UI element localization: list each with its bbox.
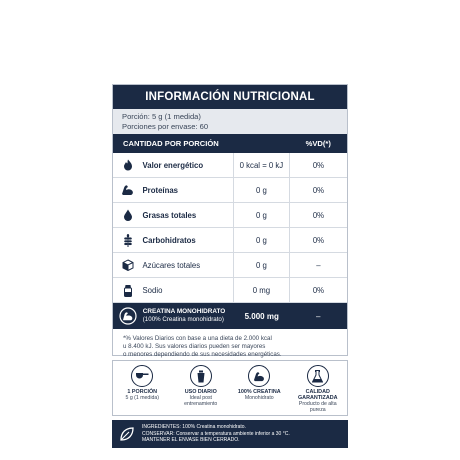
creatine-name: CREATINA MONOHIDRATO [142, 308, 226, 316]
row-vd: 0% [312, 160, 325, 170]
row-label: Grasas totales [142, 210, 197, 220]
salt-shaker-icon [113, 284, 142, 297]
badge-portion [116, 365, 168, 401]
ingredients-line: INGREDIENTES: 100% Creatina monohidrato. [142, 424, 246, 431]
badge-sub: Ideal post entrenamiento [184, 395, 218, 407]
row-sugars [113, 253, 347, 278]
flexed-arm-icon [113, 184, 142, 196]
row-label: Carbohidratos [142, 235, 196, 245]
row-value: 0 g [233, 228, 290, 252]
row-creatine [113, 303, 347, 329]
flask-icon [307, 365, 329, 387]
row-carbs [113, 228, 347, 253]
vd-header: %VD(*) [305, 139, 331, 149]
creatine-desc: (100% Creatina monohidrato) [142, 316, 224, 324]
arm-circle-icon [113, 307, 143, 325]
portion-size: Porción: 5 g (1 medida) [122, 112, 201, 121]
shaker-cup-icon [190, 365, 212, 387]
row-vd: 0% [312, 185, 325, 195]
wheat-icon [113, 234, 142, 247]
row-energy [113, 153, 347, 178]
row-vd: 0% [312, 210, 325, 220]
column-header [113, 134, 347, 153]
badge-title: 1 PORCIÓN [127, 389, 158, 395]
badge-title: CALIDAD GARANTIZADA [297, 389, 338, 401]
creatine-label [143, 308, 234, 324]
scoop-icon [131, 365, 153, 387]
footnote-line: u 8.400 kJ. Sus valores diarios pueden ser mayores [123, 343, 266, 351]
amount-header: CANTIDAD POR PORCIÓN [123, 139, 219, 149]
row-protein [113, 178, 347, 203]
creatine-value: 5.000 mg [244, 311, 279, 321]
row-value: 0 kcal = 0 kJ [233, 153, 290, 177]
badge-title: USO DIARIO [184, 389, 217, 395]
row-value: 0 g [233, 178, 290, 202]
leaf-icon [112, 426, 142, 442]
badge-title: 100% CREATINA [237, 389, 281, 395]
badge-quality [292, 365, 344, 413]
creatine-vd: – [316, 311, 321, 321]
servings-per-container: Porciones por envase: 60 [122, 121, 209, 131]
badge-sub: 5 g (1 medida) [125, 395, 159, 401]
row-vd: 0% [312, 285, 325, 295]
flame-icon [113, 159, 142, 171]
badge-creatine [233, 365, 285, 401]
row-label: Valor energético [142, 160, 204, 170]
nutrition-title: INFORMACIÓN NUTRICIONAL [113, 85, 347, 109]
storage-line: MANTENER EL ENVASE BIEN CERRADO. [142, 437, 240, 444]
feature-badges [112, 360, 348, 416]
row-label: Sodio [142, 285, 163, 295]
ingredients-bar [112, 420, 348, 448]
arm-100-icon [248, 365, 270, 387]
row-value: 0 g [233, 203, 290, 227]
ingredients-text [142, 424, 290, 443]
badge-sub: Producto de alta pureza [298, 401, 337, 413]
row-value: 0 g [233, 253, 290, 277]
row-label: Proteínas [142, 185, 179, 195]
row-fat [113, 203, 347, 228]
row-sodium [113, 278, 347, 303]
portion-info [113, 109, 347, 134]
badge-sub: Monohidrato [244, 395, 274, 401]
badge-daily-use [175, 365, 227, 407]
nutrition-card [112, 84, 348, 359]
row-vd: 0% [312, 235, 325, 245]
row-vd: – [316, 260, 321, 270]
sugar-cube-icon [113, 259, 142, 271]
footnote-line: *% Valores Diarios con base a una dieta de 2.000 kcal [123, 335, 272, 343]
storage-line: CONSERVAR: Conservar a temperatura ambiente inferior a 30 °C. [142, 430, 290, 437]
footnote-line: o menores dependiendo de sus necesidades energéticas. [123, 351, 282, 359]
row-label: Azúcares totales [142, 260, 201, 270]
row-value: 0 mg [233, 278, 290, 302]
drop-icon [113, 209, 142, 221]
